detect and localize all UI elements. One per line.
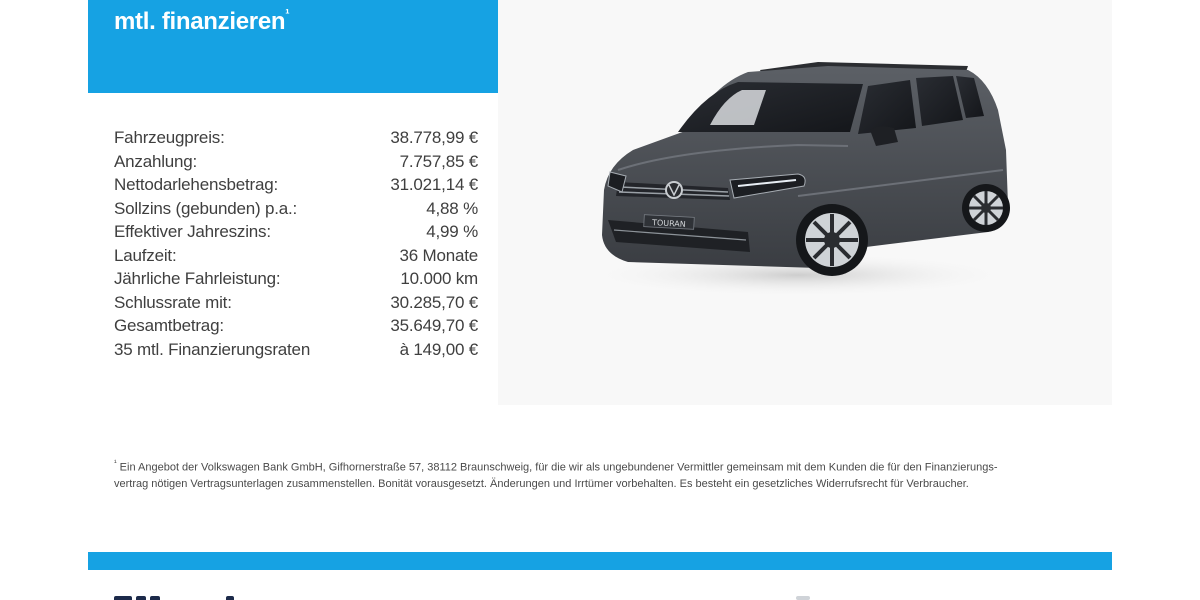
offer-title: mtl. finanzieren$^{^1}$ (114, 6, 290, 35)
spec-label: Jährliche Fahrleistung: (114, 269, 281, 288)
spec-label: Laufzeit: (114, 245, 177, 265)
bottom-accent-bar (88, 552, 1112, 570)
spec-row (114, 293, 478, 317)
spec-value: 7.757,85 € (399, 151, 478, 171)
spec-label: Schlussrate mit: (114, 292, 232, 312)
license-plate-text: TOURAN (651, 218, 687, 229)
spec-label: Nettodarlehensbetrag: (114, 175, 279, 194)
spec-value: 4,99 % (426, 222, 478, 241)
spec-row (114, 246, 478, 270)
footnote-marker: ¹ (114, 458, 117, 467)
spec-row (114, 222, 478, 246)
vehicle-image (498, 0, 1112, 405)
spec-row (114, 128, 478, 152)
spec-value: 31.021,14 € (390, 175, 478, 194)
spec-row (114, 199, 478, 223)
spec-row (114, 269, 478, 293)
spec-value: à 149,00 € (399, 339, 478, 359)
brand-mark (796, 596, 810, 600)
dealer-logo (114, 594, 244, 600)
spec-value: 36 Monate (399, 245, 478, 265)
spec-label: Gesamtbetrag: (114, 316, 224, 335)
spec-value: 30.285,70 € (390, 292, 478, 312)
spec-value: 35.649,70 € (390, 316, 478, 335)
spec-row (114, 152, 478, 176)
financing-specs (114, 128, 478, 363)
spec-label: Anzahlung: (114, 151, 198, 171)
vehicle-image-panel (498, 0, 1112, 405)
footnote-marker: ¹ (285, 6, 290, 21)
spec-label: Effektiver Jahreszins: (114, 222, 271, 241)
legal-footnote (114, 456, 1034, 492)
footnote-line-2: vertrag nötigen Vertragsunterlagen zusammenstellen. Bonität vorausgesetzt. Änderungen und Irrtümer vorbehalten. Es besteht ein gesetzliches Widerrufsrecht für Verbraucher. (114, 477, 969, 490)
spec-row (114, 175, 478, 199)
spec-row (114, 340, 478, 364)
spec-value: 38.778,99 € (390, 128, 478, 147)
spec-row (114, 316, 478, 340)
spec-label: Sollzins (gebunden) p.a.: (114, 198, 298, 218)
spec-value: 4,88 % (426, 198, 478, 218)
spec-label: 35 mtl. Finanzierungsraten (114, 339, 311, 359)
spec-value: 10.000 km (400, 269, 478, 288)
footnote-line-1: $^{^1}$ Ein Angebot der Volkswagen Bank GmbH, Gifhornerstraße 57, 38112 Braunschweig, für die wir als ungebundener Vermittler gemeinsam mit dem Kunden die für den Finanzierungs- (114, 458, 998, 474)
offer-header-box (88, 0, 498, 93)
spec-label: Fahrzeugpreis: (114, 128, 225, 147)
